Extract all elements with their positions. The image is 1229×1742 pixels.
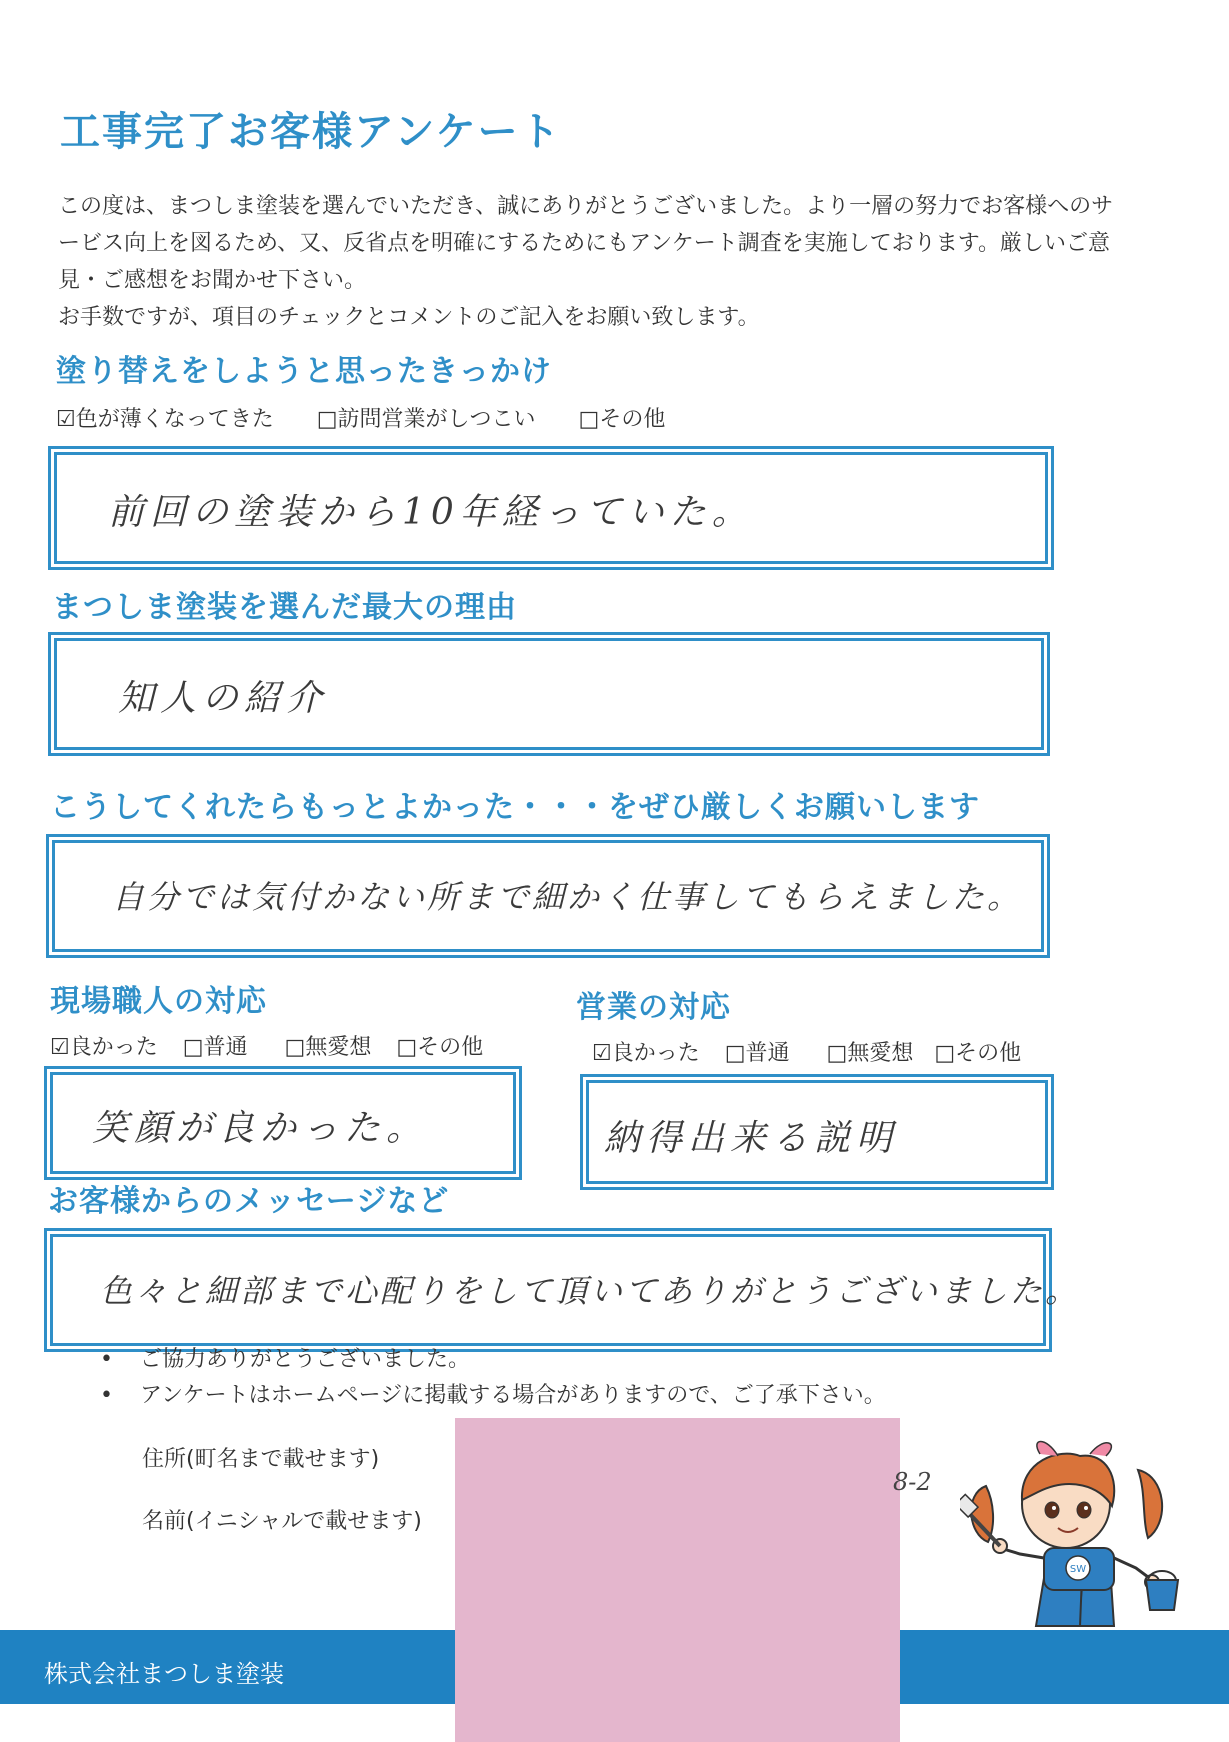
choice-craftsman-good[interactable]: ☑良かった [50, 1035, 158, 1060]
choice-pushy-sales[interactable]: □訪問営業がしつこい [316, 407, 536, 432]
closing-notes [100, 1342, 886, 1414]
name-label: 名前(イニシャルで載せます) [142, 1509, 422, 1534]
choice-sales-other[interactable]: □その他 [934, 1041, 1022, 1066]
company-name: 株式会社まつしま塗装 [44, 1660, 284, 1688]
section-heading-choice: まつしま塗装を選んだ最大の理由 [52, 590, 517, 625]
note-item [100, 1342, 886, 1378]
intro-text [58, 188, 1158, 336]
section-heading-sales: 営業の対応 [576, 990, 731, 1025]
section-heading-reason: 塗り替えをしようと思ったきっかけ [56, 354, 552, 389]
handwritten-answer-sales: 納得出来る説明 [604, 1118, 899, 1159]
intro-line: 見・ご感想をお聞かせ下さい。 [58, 268, 367, 293]
handwritten-answer-craftsman: 笑顔が良かった。 [92, 1108, 429, 1149]
page-title: 工事完了お客様アンケート [60, 109, 562, 155]
handwritten-answer-message: 色々と細部まで心配りをして頂いてありがとうございました。 [100, 1272, 1081, 1310]
address-label: 住所(町名まで載せます) [142, 1447, 380, 1472]
choice-craftsman-normal[interactable]: □普通 [182, 1035, 248, 1060]
choice-color-faded[interactable]: ☑色が薄くなってきた [56, 407, 274, 432]
intro-line: この度は、まつしま塗装を選んでいただき、誠にありがとうございました。より一層の努力でお客様へのサ [58, 194, 1114, 219]
choice-other[interactable]: □その他 [578, 407, 666, 432]
choice-craftsman-other[interactable]: □その他 [396, 1035, 484, 1060]
handwritten-answer-reason: 前回の塗装から10年経っていた。 [108, 492, 754, 533]
note-text: アンケートはホームページに掲載する場合がありますので、ご了承下さい。 [140, 1383, 886, 1408]
intro-line: お手数ですが、項目のチェックとコメントのご記入をお願い致します。 [58, 305, 760, 330]
intro-line: ービス向上を図るため、又、反省点を明確にするためにもアンケート調査を実施しております。厳しいご意 [58, 231, 1111, 256]
choice-craftsman-unfriendly[interactable]: □無愛想 [284, 1035, 372, 1060]
address-suffix: 8-2 [893, 1468, 932, 1496]
craftsman-choices [50, 1030, 511, 1061]
redaction-block-footer-overlap [455, 1630, 900, 1742]
section-heading-message: お客様からのメッセージなど [48, 1184, 450, 1219]
note-text: ご協力ありがとうございました。 [140, 1347, 471, 1372]
choice-sales-good[interactable]: ☑良かった [592, 1041, 700, 1066]
handwritten-answer-improve: 自分では気付かない所まで細かく仕事してもらえました。 [112, 878, 1023, 916]
section-heading-improve: こうしてくれたらもっとよかった・・・をぜひ厳しくお願いします [50, 790, 980, 825]
note-item [100, 1378, 886, 1414]
choice-sales-unfriendly[interactable]: □無愛想 [826, 1041, 914, 1066]
bullet-icon: • [100, 1383, 113, 1408]
mascot-badge: SW [1069, 1564, 1087, 1575]
mascot-illustration [960, 1430, 1200, 1630]
handwritten-answer-choice: 知人の紹介 [118, 678, 329, 719]
section-heading-craftsman: 現場職人の対応 [50, 984, 267, 1019]
bullet-icon: • [100, 1347, 113, 1372]
choice-sales-normal[interactable]: □普通 [724, 1041, 790, 1066]
reason-choices [56, 402, 693, 433]
sales-choices [592, 1036, 1049, 1067]
